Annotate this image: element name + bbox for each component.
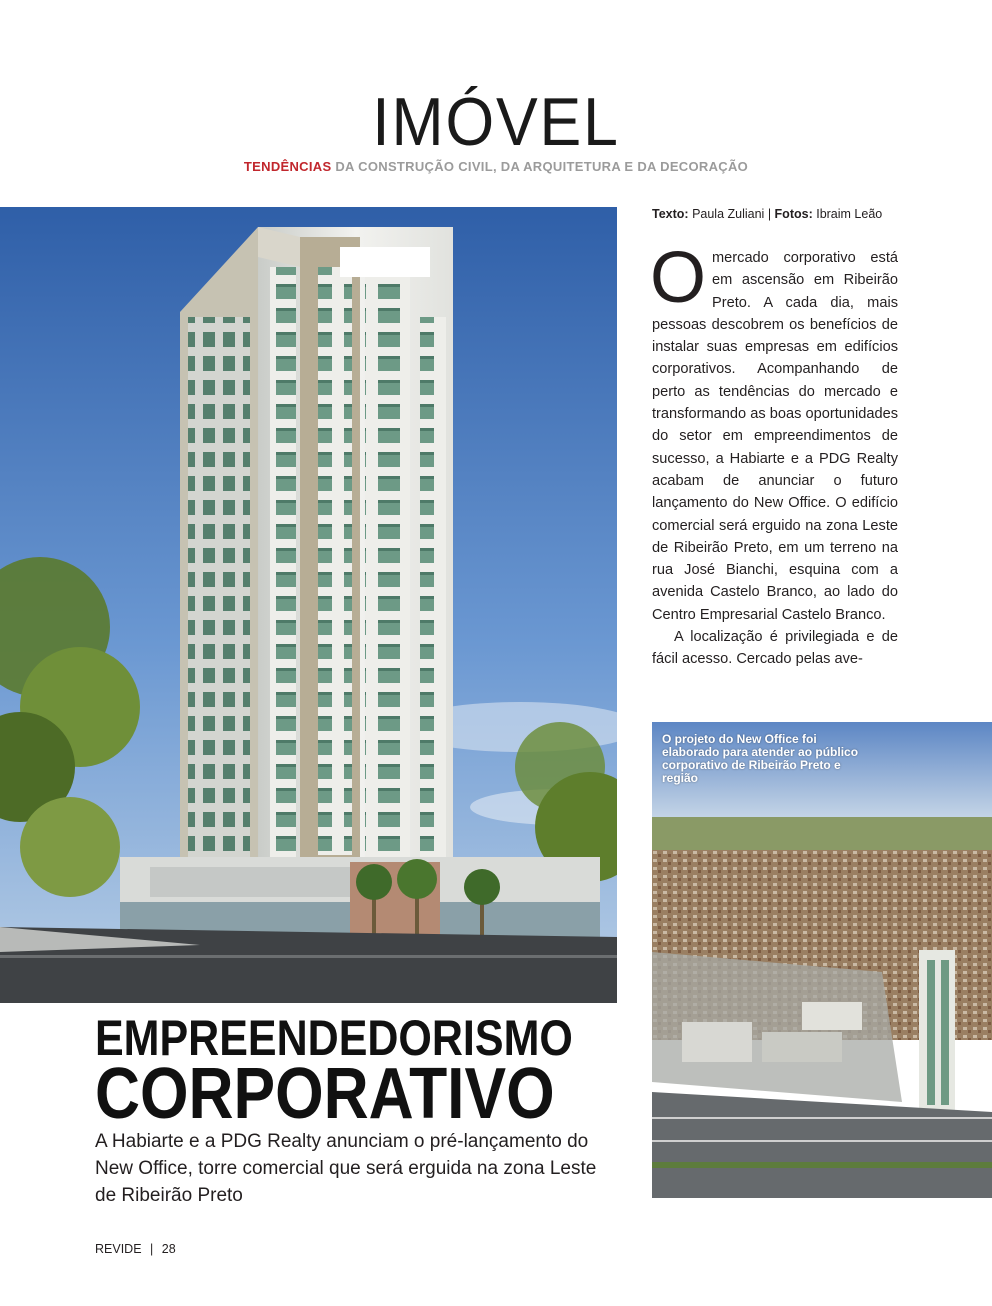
drop-cap: O <box>650 238 707 318</box>
article-paragraph: A localização é privilegiada e de fácil acesso. Cercado pelas ave- <box>652 629 898 668</box>
article-body <box>650 238 898 671</box>
text-credit-author: Paula Zuliani <box>692 207 765 221</box>
page-footer <box>95 1242 176 1256</box>
photo-caption: O projeto do New Office foi elaborado para atender ao público corporativo de Ribeirão Preto e região <box>662 732 859 785</box>
paragraph-1-text: mercado corporativo está em ascensão em Ribeirão Preto. A cada dia, mais pessoas descobrem os benefícios de instalar suas empresas em edifícios corporativos. Acompanhando de perto as tendências do mercado e transformando as boas oportunidades do setor em empreendimentos de sucesso, a Habiarte e a PDG Realty acabam de anunciar o futuro lançamento do New Office. O edifício comercial será erguido na zona Leste de Ribeirão Preto, em um terreno na rua José Bianchi, esquina com a avenida Castelo Branco, ao lado do Centro Empresarial Castelo Branco. <box>652 250 898 623</box>
tower-rendering-photo <box>0 207 617 1003</box>
section-title: IMÓVEL <box>372 84 620 160</box>
section-tagline <box>0 159 992 174</box>
photo-credit-label: Fotos: <box>774 207 813 221</box>
page-number: 28 <box>161 1242 176 1256</box>
footer-separator: | <box>150 1242 154 1256</box>
magazine-name: REVIDE <box>95 1242 142 1256</box>
city-aerial-photo <box>652 722 992 1198</box>
text-credit-label: Texto: <box>652 207 689 221</box>
credits-separator: | <box>767 207 772 221</box>
article-paragraph <box>650 238 898 626</box>
subheadline: A Habiarte e a PDG Realty anunciam o pré-lançamento do New Office, torre comercial que será erguida na zona Leste de Ribeirão Preto <box>95 1131 597 1206</box>
credits-line <box>652 207 882 221</box>
headline-line-2: CORPORATIVO <box>95 1054 555 1134</box>
tagline-rest: DA CONSTRUÇÃO CIVIL, DA ARQUITETURA E DA DECORAÇÃO <box>331 159 749 174</box>
photo-credit-author: Ibraim Leão <box>816 207 883 221</box>
headline-line-1: EMPREENDEDORISMO <box>95 1010 573 1066</box>
tagline-highlight: TENDÊNCIAS <box>243 159 332 174</box>
